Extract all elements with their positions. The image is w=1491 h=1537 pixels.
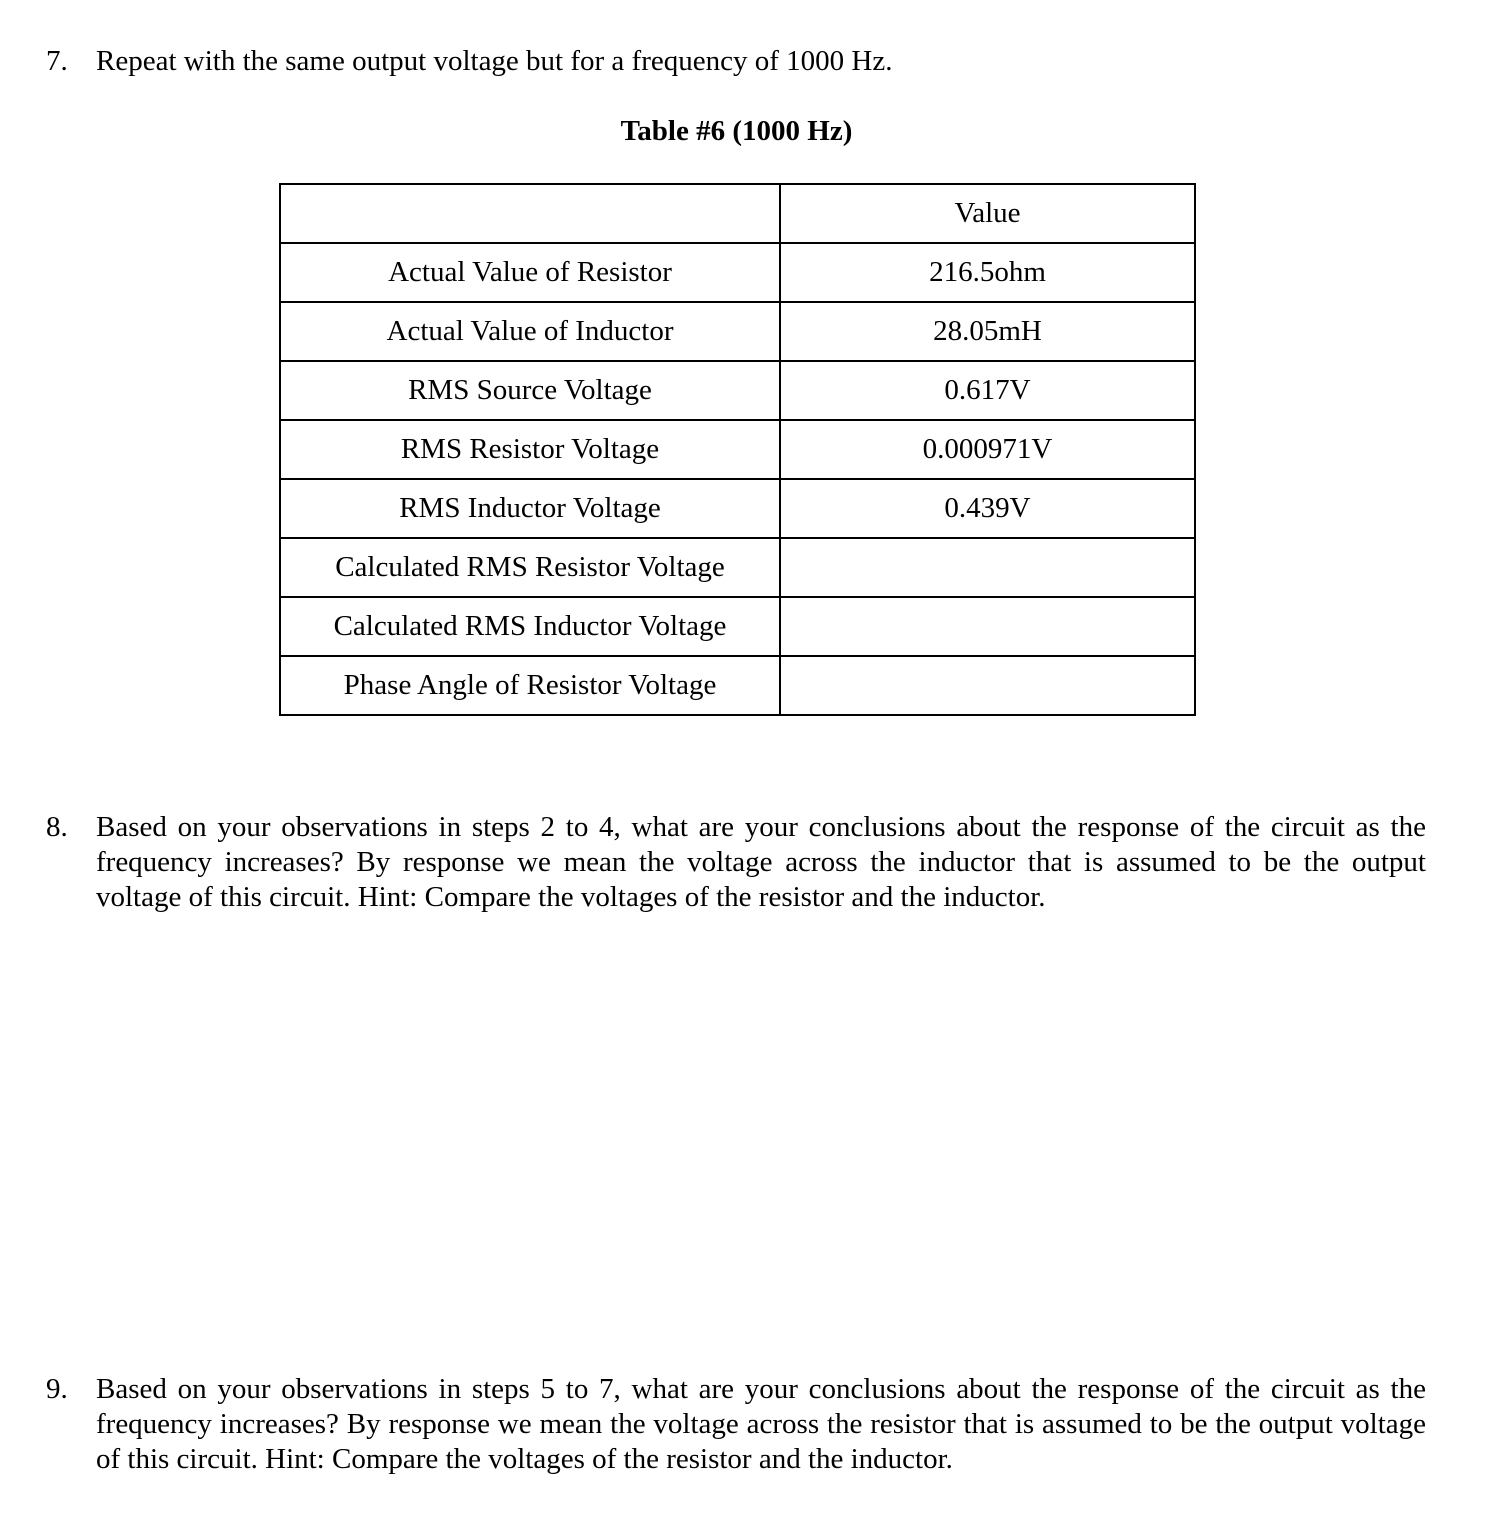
row-value: 0.000971V — [780, 420, 1195, 479]
row-value — [780, 597, 1195, 656]
step-7-number: 7. — [46, 45, 68, 77]
row-value: 216.5ohm — [780, 243, 1195, 302]
row-value — [780, 538, 1195, 597]
table-row — [280, 420, 1195, 479]
row-label: Calculated RMS Inductor Voltage — [280, 597, 780, 656]
row-label: Phase Angle of Resistor Voltage — [280, 656, 780, 715]
table-row — [280, 656, 1195, 715]
row-value — [780, 656, 1195, 715]
table-row — [280, 302, 1195, 361]
row-label: Calculated RMS Resistor Voltage — [280, 538, 780, 597]
step-9-text: Based on your observations in steps 5 to 7, what are your conclusions about the response of the circuit as the frequency increases? By response we mean the voltage across the resistor that is assumed to be the output voltage of this circuit. Hint: Compare the voltages of the resistor and the inductor. — [96, 1373, 1426, 1475]
table-row — [280, 538, 1195, 597]
row-label: Actual Value of Resistor — [280, 243, 780, 302]
row-value: 28.05mH — [780, 302, 1195, 361]
step-9-number: 9. — [46, 1373, 68, 1405]
step-7-text: Repeat with the same output voltage but for a frequency of 1000 Hz. — [96, 45, 893, 77]
header-cell-label — [280, 184, 780, 243]
table-row — [280, 361, 1195, 420]
row-value: 0.617V — [780, 361, 1195, 420]
row-label: Actual Value of Inductor — [280, 302, 780, 361]
table-row — [280, 479, 1195, 538]
row-value: 0.439V — [780, 479, 1195, 538]
header-cell-value: Value — [780, 184, 1195, 243]
table-row — [280, 243, 1195, 302]
step-8-text: Based on your observations in steps 2 to 4, what are your conclusions about the response of the circuit as the frequency increases? By response we mean the voltage across the inductor that is assumed to be the output voltage of this circuit. Hint: Compare the voltages of the resistor and the inductor. — [96, 811, 1426, 913]
table-row — [280, 597, 1195, 656]
step-8-number: 8. — [46, 811, 68, 843]
table-title: Table #6 (1000 Hz) — [620, 115, 853, 147]
row-label: RMS Inductor Voltage — [280, 479, 780, 538]
measurement-table — [279, 183, 1196, 716]
row-label: RMS Source Voltage — [280, 361, 780, 420]
table-header-row — [280, 184, 1195, 243]
row-label: RMS Resistor Voltage — [280, 420, 780, 479]
